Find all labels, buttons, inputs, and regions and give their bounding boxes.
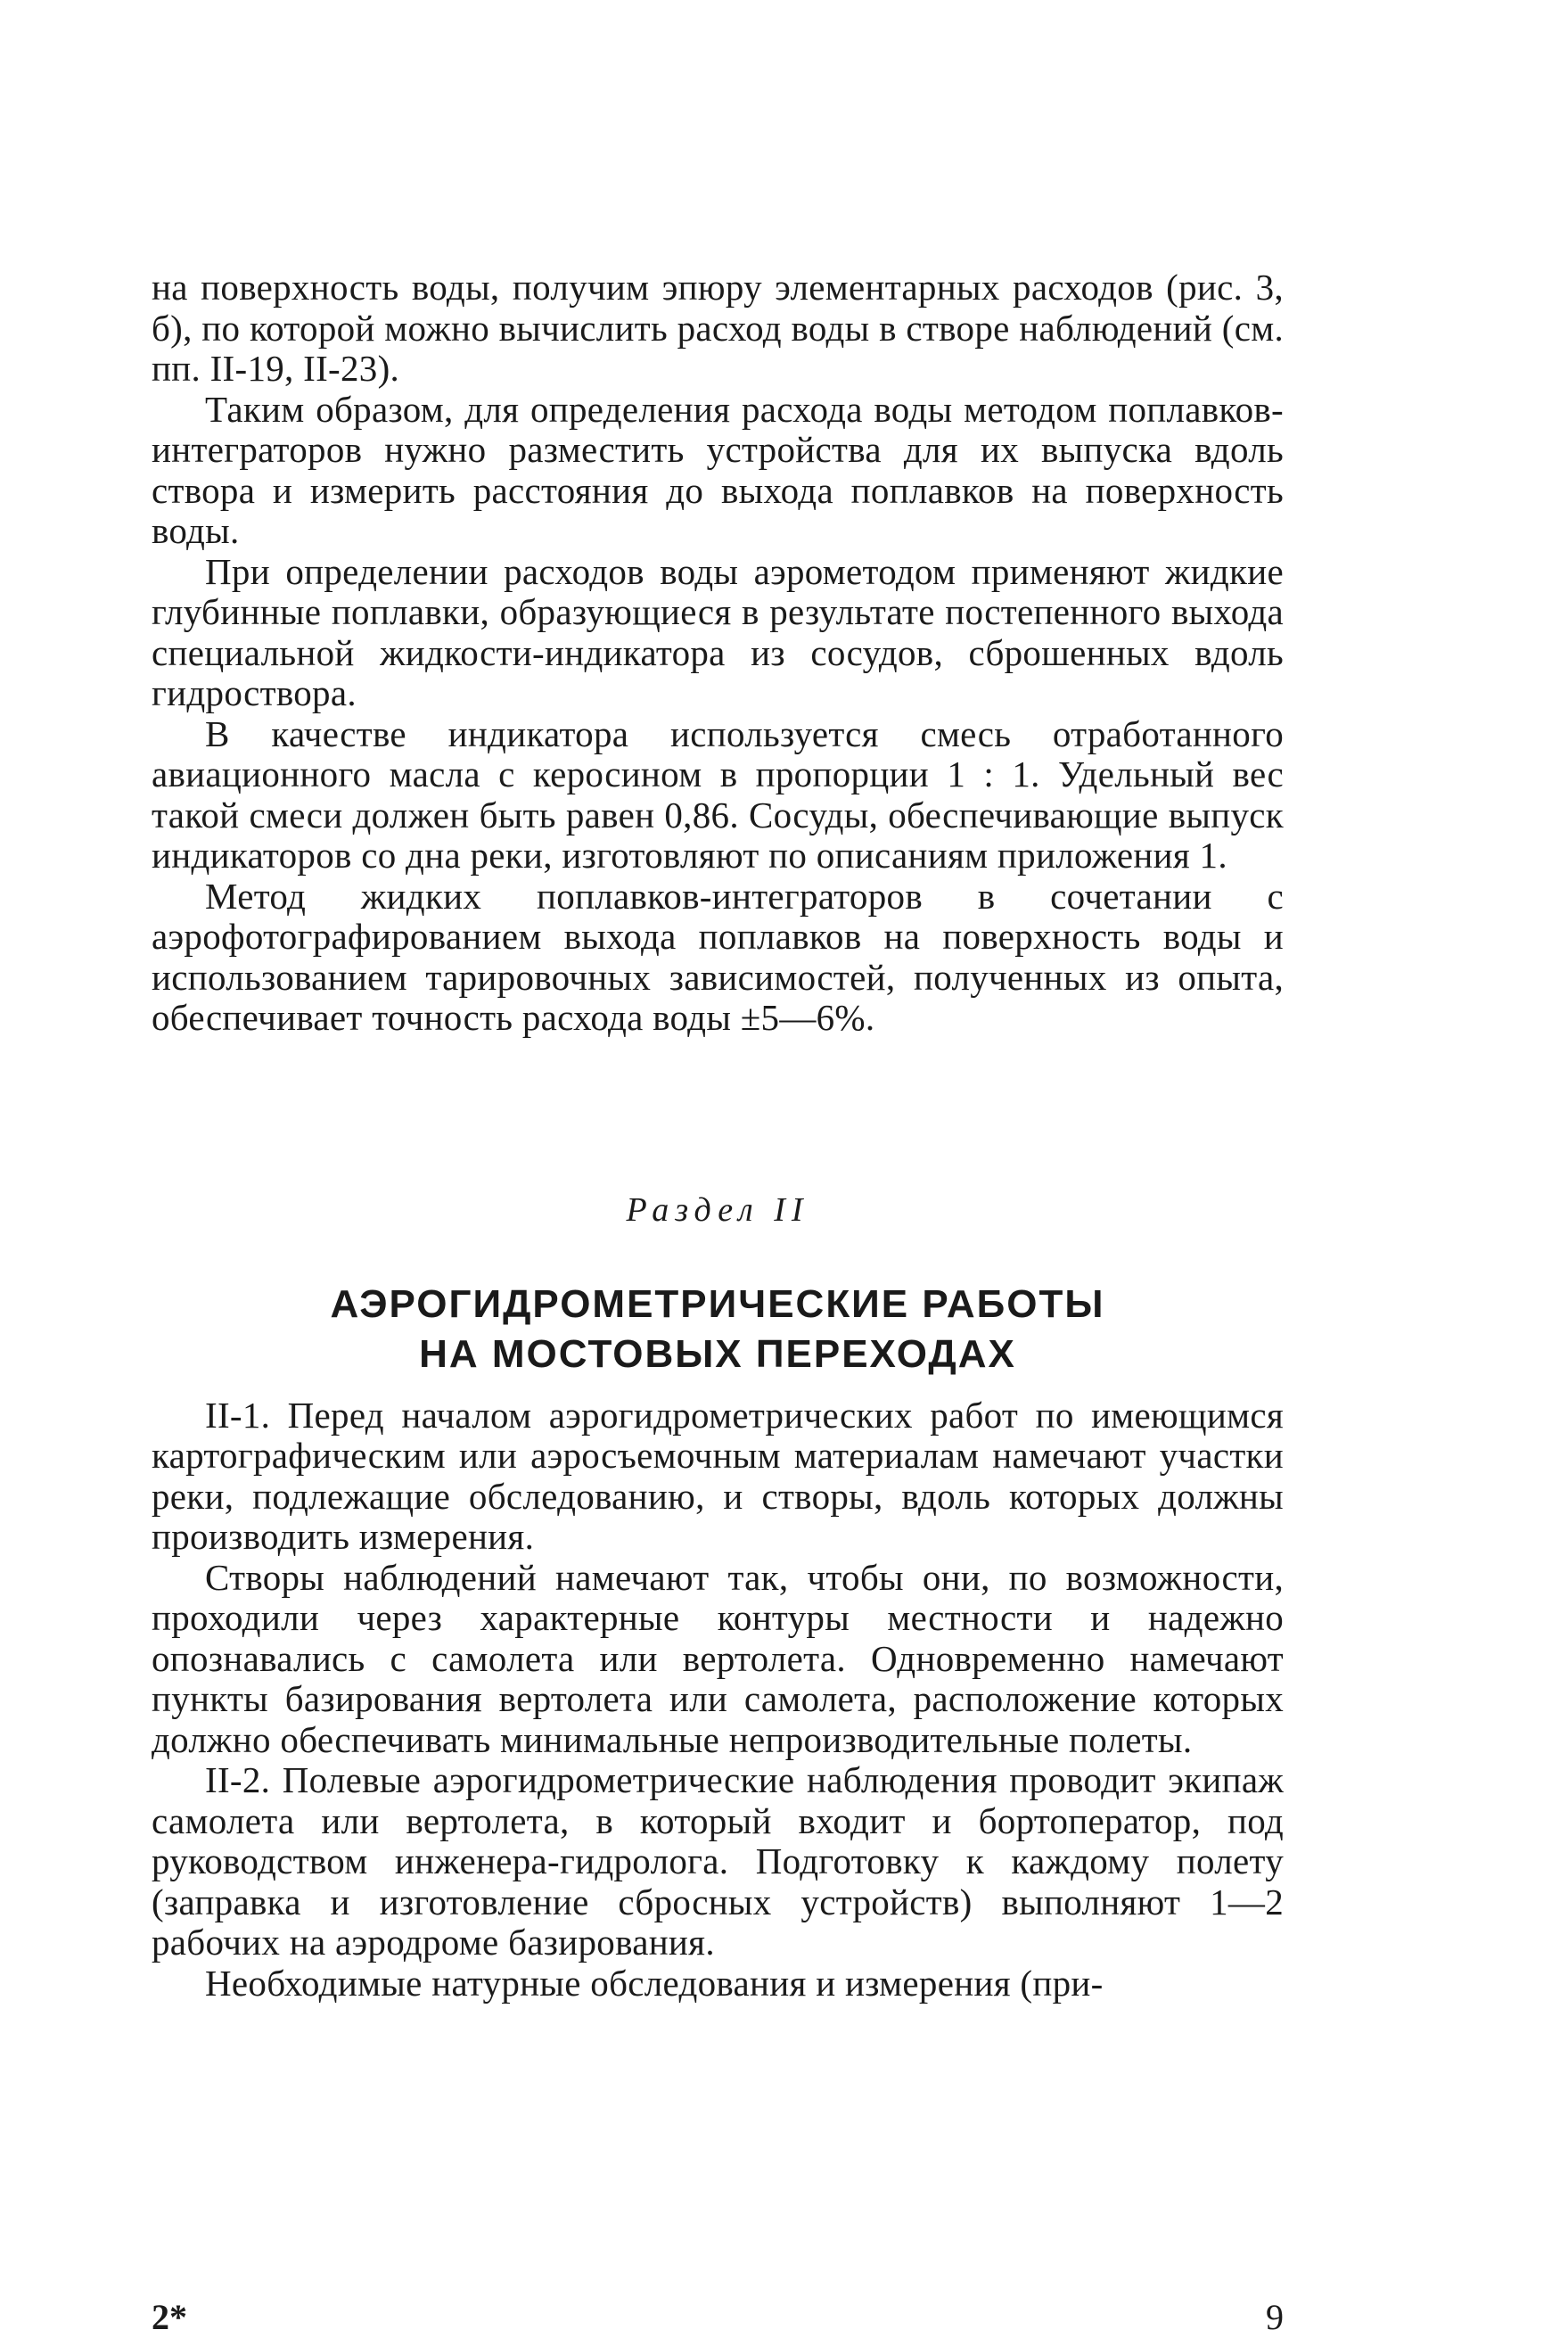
paragraph: Необходимые натурные обследования и измерения (при-: [205, 1962, 1104, 2004]
paragraph: В качестве индикатора используется смесь отработанного авиационного масла с керосином в пропорции 1 : 1. Удельный вес такой смеси должен быть равен 0,86. Сосуды, обеспечивающие выпуск индикаторов со дна реки, изготовляют по описаниям приложения 1.: [152, 712, 1284, 876]
signature-mark: 2*: [152, 2297, 187, 2337]
section-body: [152, 1395, 1284, 2005]
section-title-line: АЭРОГИДРОМЕТРИЧЕСКИЕ РАБОТЫ: [330, 1281, 1105, 1326]
section-label: Раздел II: [626, 1190, 809, 1229]
page-number: 9: [1266, 2297, 1284, 2337]
paragraph: Створы наблюдений намечают так, чтобы они, по возможности, проходили через характерные контуры местности и надежно опознавались с самолета или вертолета. Одновременно намечают пункты базирования вертолета или самолета, расположение которых должно обеспечивать минимальные непроизводительные полеты.: [152, 1556, 1284, 1760]
paragraph: Таким образом, для определения расхода воды методом поплавков-интеграторов нужно разместить устройства для их выпуска вдоль створа и измерить расстояния до выхода поплавков на поверхность воды.: [152, 388, 1284, 551]
paragraph: Метод жидких поплавков-интеграторов в сочетании с аэрофотографированием выхода поплавков на поверхность воды и использованием тарировочных зависимостей, полученных из опыта, обеспечивает точность расхода воды ±5—6%.: [152, 875, 1284, 1038]
paragraph: II-1. Перед началом аэрогидрометрических работ по имеющимся картографическим или аэросъемочным материалам намечают участки реки, подлежащие обследованию, и створы, вдоль которых должны производить измерения.: [152, 1394, 1284, 1557]
section-title-line: НА МОСТОВЫХ ПЕРЕХОДАХ: [419, 1331, 1016, 1376]
paragraph: II-2. Полевые аэрогидрометрические наблюдения проводит экипаж самолета или вертолета, в который входит и бортоператор, под руководством инженера-гидролога. Подготовку к каждому полету (заправка и изготовление сбросных устройств) выполняют 1—2 рабочих на аэродроме базирования.: [152, 1759, 1284, 1963]
paragraph: При определении расходов воды аэрометодом применяют жидкие глубинные поплавки, образующиеся в результате постепенного выхода специальной жидкости-индикатора из сосудов, сброшенных вдоль гидроствора.: [152, 550, 1284, 713]
paragraph-continuation: на поверхность воды, получим эпюру элементарных расходов (рис. 3, б), по которой можно вычислить расход воды в створе наблюдений (см. пп. II-19, II-23).: [152, 267, 1284, 389]
page-content: [152, 267, 1284, 2337]
section-title: [152, 1280, 1284, 1379]
